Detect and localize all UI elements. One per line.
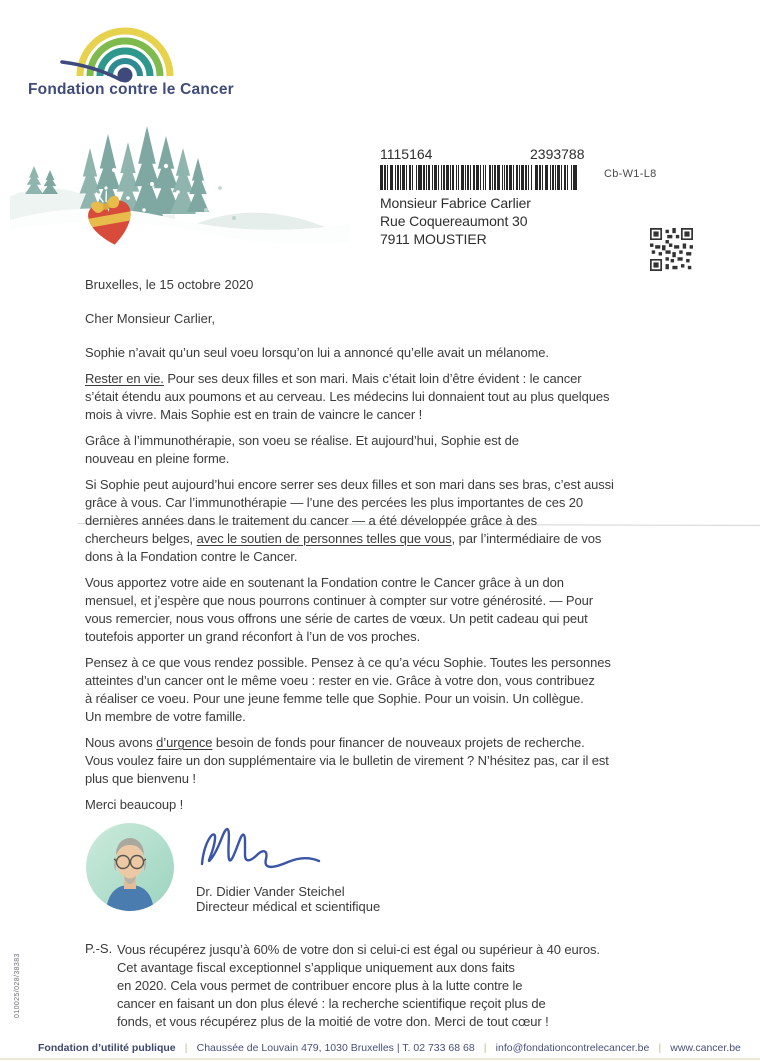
ps-line: fonds, et vous récupérez plus de la moitié de votre don. Merci de tout cœur !	[117, 1014, 549, 1029]
sort-code: Cb-W1-L8	[604, 168, 657, 180]
paragraph: Sophie n’avait qu’un seul voeu lorsqu’on lui a annoncé qu’elle avait un mélanome.	[85, 345, 549, 360]
footer-legal-status: Fondation d’utilité publique	[38, 1042, 176, 1054]
signer-photo	[86, 823, 174, 911]
ps-line: Vous récupérez jusqu’à 60% de votre don si celui-ci est égal ou supérieur à 40 euros.	[117, 942, 600, 957]
recipient-line: Rue Coquereaumont 30	[380, 213, 528, 229]
footer-website: www.cancer.be	[670, 1042, 741, 1054]
ps-label: P.-S.	[85, 941, 113, 956]
footer-address-phone: Chaussée de Louvain 479, 1030 Bruxelles | T. 02 733 68 68	[196, 1042, 475, 1054]
mailing-block	[380, 146, 700, 247]
paragraph: Rester en vie. Pour ses deux filles et son mari. Mais c’était loin d’être évident : le cancer s’était étendu aux poumons et au cerveau. Les médecins lui donnaient tout au plus quelques mois à vivre. Mais Sophie est en train de vaincre le cancer !	[85, 371, 610, 422]
signer-title: Directeur médical et scientifique	[196, 899, 381, 914]
paragraph: Merci beaucoup !	[85, 797, 184, 812]
salutation: Cher Monsieur Carlier,	[85, 311, 216, 326]
logo-wordmark: Fondation contre le Cancer	[28, 81, 234, 98]
ps-line: en 2020. Cela vous permet de contribuer encore plus à la lutte contre le	[117, 978, 523, 993]
date-line: Bruxelles, le 15 octobre 2020	[85, 277, 254, 292]
paragraph: Grâce à l’immunothérapie, son voeu se réalise. Et aujourd’hui, Sophie est de nouveau en pleine forme.	[85, 433, 519, 466]
recipient-address	[380, 194, 531, 248]
ps-line: cancer en faisant un don plus élevé : la recherche scientifique reçoit plus de	[117, 996, 546, 1011]
qr-code-icon	[650, 228, 693, 271]
barcode	[380, 165, 578, 190]
footer	[38, 1040, 741, 1056]
paragraph: Vous apportez votre aide en soutenant la Fondation contre le Cancer grâce à un don mensuel, et j’espère que nous pourrons continuer à compter sur votre générosité. — Pour vous remercier, nous vous offrons une série de cartes de vœux. Un petit cadeau qui peut toutefois apporter un grand réconfort à l’un de vos proches.	[85, 575, 593, 644]
ps-line: Cet avantage fiscal exceptionnel s’applique uniquement aux dons faits	[117, 960, 515, 975]
letter-body	[85, 344, 685, 822]
foundation-logo	[60, 12, 192, 84]
scan-bottom-edge	[0, 1058, 760, 1060]
signer-name: Dr. Didier Vander Steichel	[196, 884, 345, 899]
rainbow-arcs-icon	[60, 12, 192, 84]
recipient-line: Monsieur Fabrice Carlier	[380, 195, 531, 211]
paragraph: Nous avons d’urgence besoin de fonds pour financer de nouveaux projets de recherche. Vous voulez faire un don supplémentaire via le bulletin de virement ? N’hésitez pas, car il est plus que bienvenu !	[85, 735, 609, 786]
paragraph: Si Sophie peut aujourd’hui encore serrer ses deux filles et son mari dans ses bras, c’est aussi grâce à vous. Car l’immunothérapie — l’une des percées les plus importantes de ces 20 dernières années dans le traitement du cancer — a été développée grâce à des chercheurs belges, avec le soutien de personnes telles que vous, par l’intermédiaire de vos dons à la Fondation contre le Cancer.	[85, 477, 614, 564]
footer-email: info@fondationcontrelecancer.be	[495, 1042, 650, 1054]
ps-body	[117, 941, 600, 1031]
footer-separator: |	[184, 1042, 188, 1054]
winter-illustration	[10, 118, 350, 283]
footer-separator: |	[658, 1042, 662, 1054]
handwritten-signature	[192, 820, 326, 882]
recipient-line: 7911 MOUSTIER	[380, 231, 487, 247]
paragraph: Pensez à ce que vous rendez possible. Pensez à ce qu’a vécu Sophie. Toutes les personnes atteintes d’un cancer ont le même voeu : rester en vie. Grâce à votre don, vous contribuez à réaliser ce voeu. Pour une jeune femme telle que Sophie. Pour un voisin. Un collègue. Un membre de votre famille.	[85, 655, 611, 724]
mailing-ref-right: 2393788	[530, 146, 585, 162]
footer-separator: |	[483, 1042, 487, 1054]
edge-print-code: 010025/028/38383	[14, 953, 21, 1018]
mailing-ref-left: 1115164	[380, 146, 433, 162]
